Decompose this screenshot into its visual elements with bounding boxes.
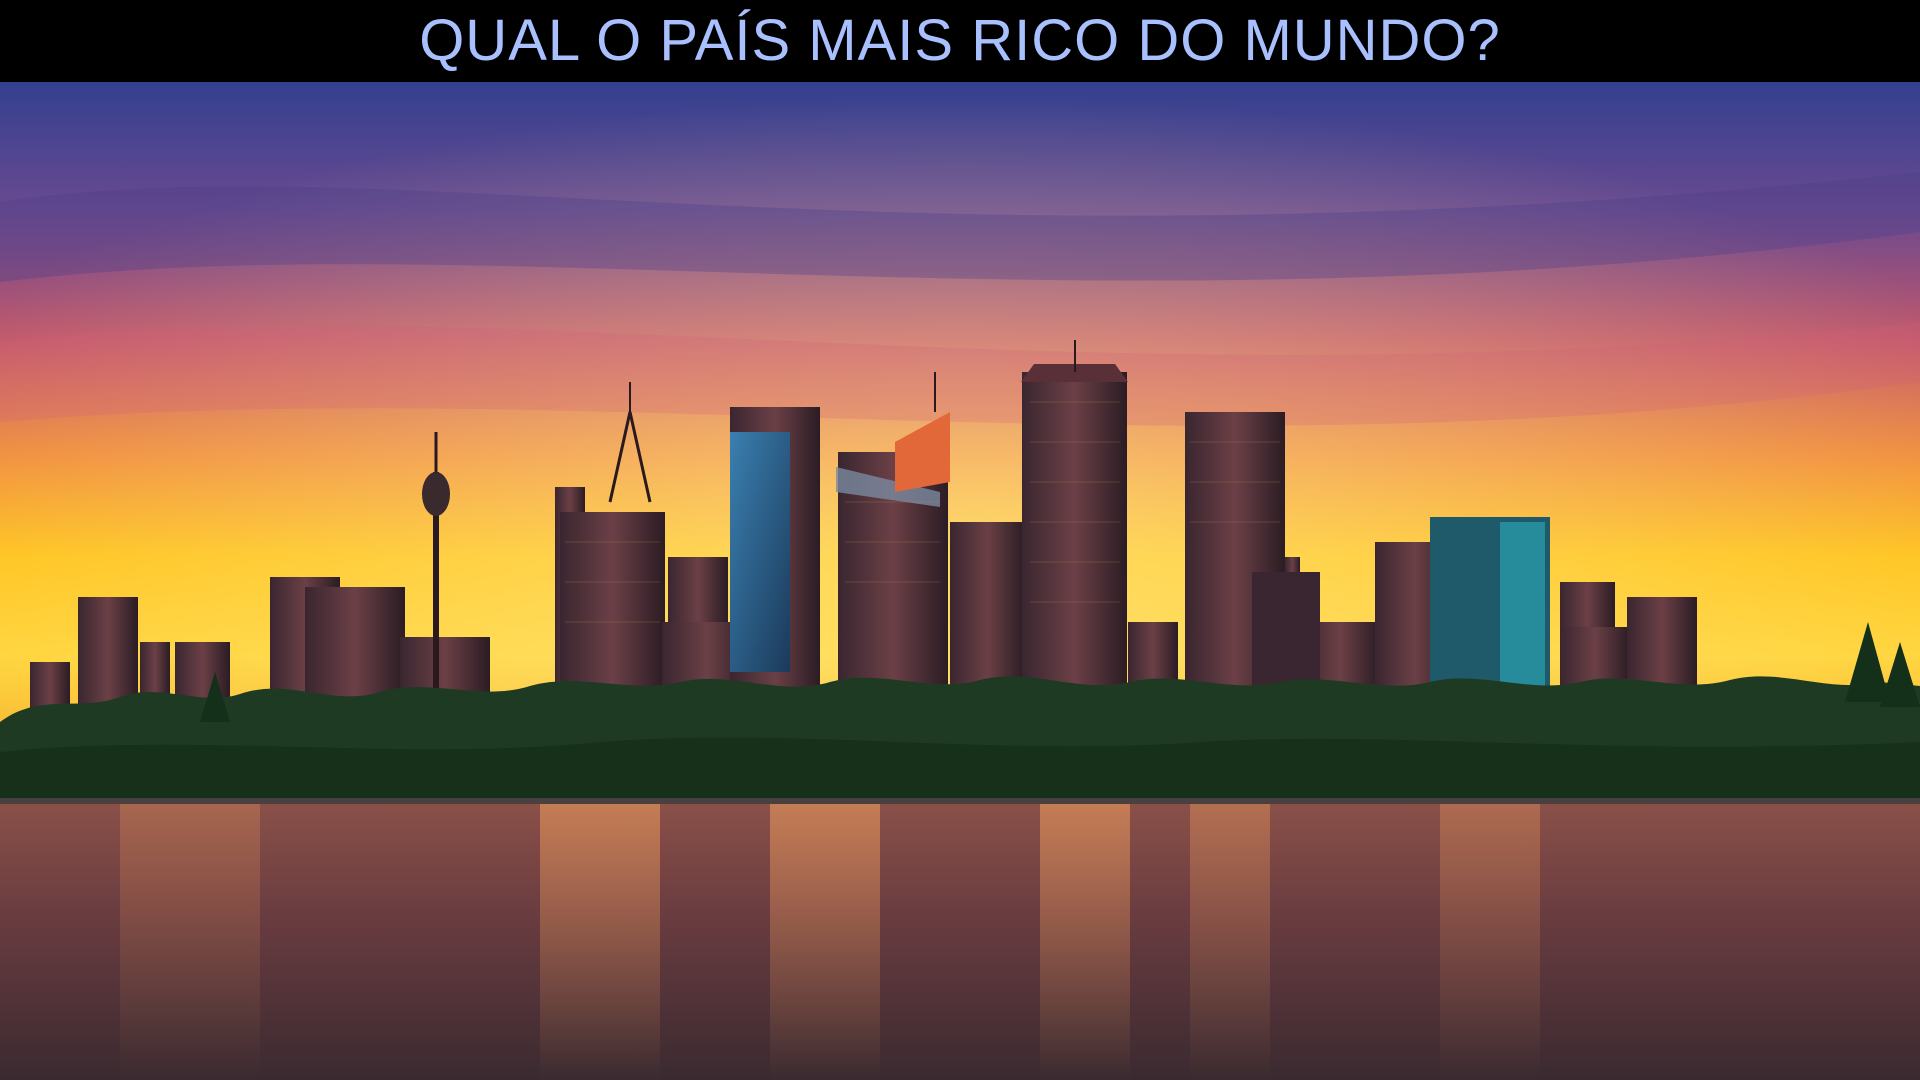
title-bar (0, 0, 1920, 82)
city-skyline-sunset-icon (0, 82, 1920, 1080)
page-title: QUAL O PAÍS MAIS RICO DO MUNDO? (419, 8, 1501, 73)
city-skyline-photo (0, 82, 1920, 1080)
